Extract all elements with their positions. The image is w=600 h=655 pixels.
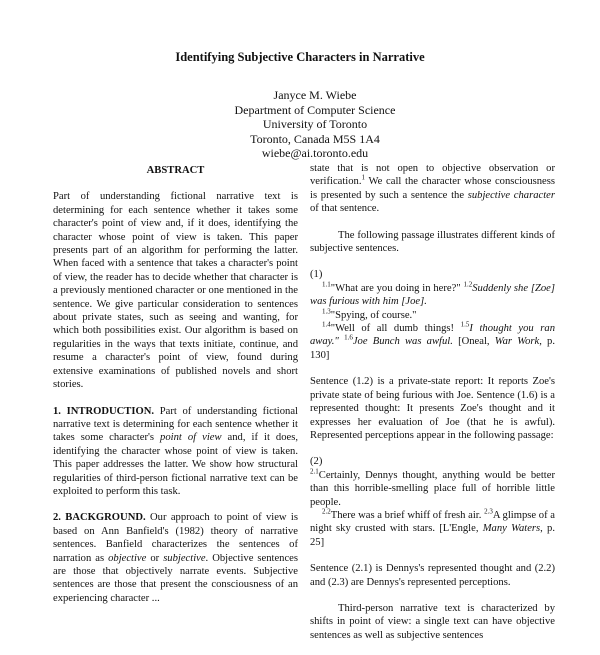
footnote-marker: 1 xyxy=(361,173,365,182)
introduction-paragraph xyxy=(53,405,298,499)
sentence-number: 1.4 xyxy=(322,320,331,329)
text-italic: Suddenly she [Zoe] was furious with him [Joe]. xyxy=(310,282,555,308)
paper-title: Identifying Subjective Characters in Narrative xyxy=(175,50,425,64)
text-italic: I thought you ran away." xyxy=(310,323,556,348)
sentence-number: 2.3 xyxy=(484,507,493,516)
right-column xyxy=(310,162,555,655)
example-number: (1) xyxy=(310,269,323,281)
sentence-number: 2.2 xyxy=(322,507,331,516)
text-italic: subjective character xyxy=(467,189,555,201)
text-italic: point of view xyxy=(160,432,222,444)
abstract-heading: ABSTRACT xyxy=(146,165,205,176)
sentence-number: 1.3 xyxy=(322,307,331,316)
text: of that sentence. xyxy=(310,203,380,215)
left-column xyxy=(53,164,298,618)
author-address: Toronto, Canada M5S 1A4 xyxy=(250,131,380,146)
background-heading: 2. BACKGROUND. xyxy=(53,512,146,524)
abstract-text: Part of understanding fictional narrative text is determining for each sentence whether it takes some character's point of view and, if it does, identifying the character whose point of view is taken. This paper presents part of an algorithm for performing the latter. When faced with a sentence that takes a character's point of view, the reader has to decide whether that character is a previously mentioned character or one mentioned in the sentence. We give particular consideration to sentences about private states, such as seeing and wanting, for which both possibilities exist. Our algorithm is based on regularities in the ways that texts initiate, continue, and resume a character's point of view, found during extensive examinations of published novels and short stories. xyxy=(53,191,298,391)
sentence-number: 1.1 xyxy=(322,280,331,289)
sentence-number: 1.2 xyxy=(463,280,473,289)
citation: [L'Engle, xyxy=(434,523,483,535)
sentence-number: 2.1 xyxy=(310,467,319,476)
text: A glimpse of a night sky crusted with stars. xyxy=(310,509,555,535)
text: Part of understanding fictional narrative text is determining for each sentence whether it takes some character's xyxy=(53,405,298,444)
citation-title: Many Waters xyxy=(482,523,541,535)
example-number: (2) xyxy=(310,456,323,468)
paragraph: The following passage illustrates different kinds of subjective sentences. xyxy=(310,229,555,255)
author-block xyxy=(0,88,600,161)
paragraph xyxy=(310,162,555,216)
text: We call the character whose consciousness is presented by such a sentence the xyxy=(310,176,555,201)
text: "Well of all dumb things! xyxy=(330,323,461,335)
citation: , p. 130] xyxy=(310,336,555,361)
sentence-number: 1.6 xyxy=(344,333,353,342)
text: . Objective sentences are those that objectively narrate events. Subjective sentences are those that present the consciousness of an experiencing character ... xyxy=(53,552,298,604)
text-italic: objective xyxy=(108,552,147,564)
background-paragraph xyxy=(53,511,298,605)
author-department: Department of Computer Science xyxy=(234,102,396,117)
text: There was a brief whiff of fresh air. xyxy=(330,509,485,521)
example-2 xyxy=(310,455,555,549)
text: or xyxy=(146,552,164,564)
text: state that is not open to objective observation or verification. xyxy=(310,163,555,188)
text: "What are you doing in here?" xyxy=(330,282,464,294)
example-1 xyxy=(310,268,555,362)
introduction-heading: 1. INTRODUCTION. xyxy=(53,405,155,417)
citation-title: War Work xyxy=(494,336,540,348)
text: Certainly, Dennys thought, anything would be better than this horrible-smelling place full of horrible little people. xyxy=(310,469,555,508)
citation: , p. 25] xyxy=(310,523,555,548)
paragraph: Sentence (2.1) is Dennys's represented thought and (2.2) and (2.3) are Dennys's represented perceptions. xyxy=(310,563,555,588)
text-italic: Joe Bunch was awful. xyxy=(352,336,453,348)
author-email: wiebe@ai.toronto.edu xyxy=(261,146,369,161)
text-italic: subjective xyxy=(163,552,206,564)
paragraph: Sentence (1.2) is a private-state report: It reports Zoe's private state of being furious with Joe. Sentence (1.6) is a represented thought: It presents Zoe's thought and it expresses her evaluation of Joe (that he is awful). Represented perceptions appear in the following passage: xyxy=(310,376,555,441)
text: and, if it does, identifying the character whose point of view is taken. This paper addresses the latter. We show how structural regularities of third-person fictional narrative text can be exploited to perform this task. xyxy=(53,432,298,497)
citation: [Oneal, xyxy=(452,336,495,348)
text: "Spying, of course." xyxy=(330,309,417,321)
author-university: University of Toronto xyxy=(262,117,368,132)
text: Our approach to point of view is based on Ann Banfield's (1982) theory of narrative sentences. Banfield characterizes the sentences of narration as xyxy=(53,512,298,564)
sentence-number: 1.5 xyxy=(460,320,470,329)
paragraph: Third-person narrative text is characterized by shifts in point of view: a single text can have objective sentences as well as subjective sentences xyxy=(310,602,555,641)
author-name: Janyce M. Wiebe xyxy=(273,88,357,102)
